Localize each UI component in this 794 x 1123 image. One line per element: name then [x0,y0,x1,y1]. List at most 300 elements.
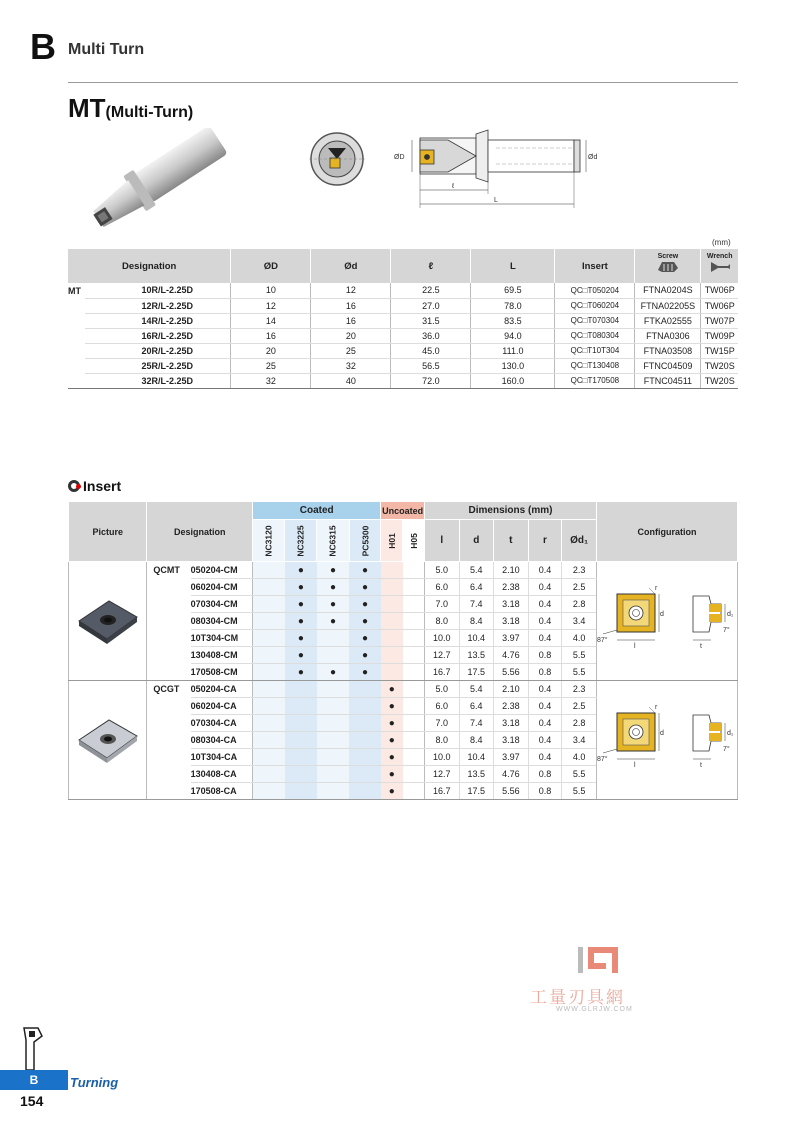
grade-availability [403,613,425,630]
holder-family [68,358,85,373]
th-ins-designation: Designation [147,502,253,562]
insert-dim-d: 17.5 [459,664,494,681]
th-uncoated: Uncoated [381,502,425,520]
grade-availability: ● [349,596,381,613]
holder-screw: FTNA02205S [635,298,701,313]
insert-dim-l: 7.0 [424,715,459,732]
config-label: l [634,643,636,650]
config-label: t [700,643,702,650]
holder-l: 22.5 [391,283,471,298]
holder-L: 130.0 [471,358,555,373]
footer-section-tab: B [0,1070,68,1090]
insert-dim-r: 0.8 [528,783,562,800]
insert-picture-cell [69,681,147,800]
grade-availability [285,783,317,800]
insert-family [147,783,191,800]
insert-dim-d: 10.4 [459,630,494,647]
grade-availability [381,664,403,681]
insert-dim-d: 10.4 [459,749,494,766]
footer-section-label: Turning [70,1075,119,1090]
grade-availability [253,630,285,647]
insert-dim-r: 0.8 [528,766,562,783]
holder-row [68,373,738,388]
insert-family [147,647,191,664]
holder-l: 56.5 [391,358,471,373]
insert-dim-r: 0.4 [528,630,562,647]
insert-section-title [68,478,121,494]
holder-wrench: TW09P [701,328,738,343]
config-label: 87° [597,756,608,763]
th-l: ℓ [391,249,471,283]
holder-screw: FTKA02555 [635,313,701,328]
insert-dim-d1: 2.5 [562,579,597,596]
grade-availability: ● [285,647,317,664]
grade-availability: ● [317,562,349,579]
config-label: l [634,762,636,769]
grade-availability [253,766,285,783]
holder-od: 32 [231,373,311,388]
insert-dim-l: 5.0 [424,562,459,579]
insert-dim-l: 12.7 [424,766,459,783]
th-coated: Coated [253,502,381,520]
grade-availability [317,698,349,715]
insert-family [147,766,191,783]
insert-dim-t: 2.38 [494,579,529,596]
unit-note: (mm) [712,238,731,247]
insert-dim-l: 10.0 [424,749,459,766]
insert-dim-t: 2.10 [494,681,529,698]
grade-availability [403,715,425,732]
grade-availability: ● [381,732,403,749]
holder-row [68,328,738,343]
grade-availability: ● [285,630,317,647]
holder-designation: 25R/L-2.25D [85,358,230,373]
holder-od: 20 [231,343,311,358]
holder-insert: QC□T070304 [555,313,635,328]
insert-family [147,579,191,596]
th-insert: Insert [555,249,635,283]
holder-screw: FTNC04509 [635,358,701,373]
insert-family [147,664,191,681]
grade-availability: ● [349,613,381,630]
bullet-icon [68,480,80,492]
title-main: MT [68,93,106,123]
th-grade-nc6315: NC6315 [317,520,349,562]
grade-availability [253,732,285,749]
grade-availability [317,630,349,647]
config-label: r [655,704,658,711]
holder-l: 72.0 [391,373,471,388]
label-L: L [494,197,498,204]
insert-dim-r: 0.8 [528,647,562,664]
holder-insert: QC□T10T304 [555,343,635,358]
holder-row [68,298,738,313]
holder-family [68,298,85,313]
insert-dim-t: 2.10 [494,562,529,579]
grade-availability [317,732,349,749]
th-L: L [471,249,555,283]
holder-designation: 12R/L-2.25D [85,298,230,313]
section-letter: B [30,26,56,67]
holder-d: 16 [311,298,391,313]
insert-dim-d: 8.4 [459,732,494,749]
watermark-url: WWW.GLRJW.COM [556,1006,633,1013]
holder-insert: QC□T080304 [555,328,635,343]
holder-family [68,313,85,328]
grade-availability [253,715,285,732]
insert-photo [73,714,143,764]
insert-picture-cell [69,562,147,681]
insert-dim-l: 8.0 [424,732,459,749]
insert-code: 170508-CA [191,783,253,800]
insert-configuration-cell [597,562,738,681]
insert-dim-d: 8.4 [459,613,494,630]
holder-designation: 10R/L-2.25D [85,283,230,298]
grade-availability [381,630,403,647]
holder-d: 32 [311,358,391,373]
grade-availability [253,562,285,579]
grade-availability [253,749,285,766]
insert-row [69,681,738,698]
holder-d: 40 [311,373,391,388]
holder-family: MT [68,285,81,296]
insert-dim-d1: 2.8 [562,596,597,613]
th-grade-nc3225: NC3225 [285,520,317,562]
grade-availability: ● [349,647,381,664]
grade-availability [403,783,425,800]
grade-availability: ● [317,664,349,681]
insert-dim-d1: 3.4 [562,732,597,749]
insert-dim-d: 17.5 [459,783,494,800]
holder-family [68,328,85,343]
grade-availability: ● [285,596,317,613]
holder-row [68,343,738,358]
page-number: 154 [20,1093,44,1109]
holder-L: 78.0 [471,298,555,313]
watermark-text: 工量刃具網 [530,988,625,1007]
insert-code: 10T304-CA [191,749,253,766]
holder-table [68,249,738,389]
insert-dim-t: 5.56 [494,783,529,800]
grade-availability [317,647,349,664]
grade-availability: ● [381,783,403,800]
config-label: d₁ [727,730,734,737]
insert-dim-l: 10.0 [424,630,459,647]
holder-insert: QC□T130408 [555,358,635,373]
grade-availability [403,732,425,749]
insert-dim-d1: 5.5 [562,783,597,800]
holder-row [68,283,738,298]
grade-availability: ● [349,562,381,579]
grade-availability [381,562,403,579]
holder-wrench: TW07P [701,313,738,328]
grade-availability [403,630,425,647]
insert-photo [73,595,143,645]
title-sub: (Multi-Turn) [105,104,194,121]
holder-L: 94.0 [471,328,555,343]
insert-family [147,613,191,630]
holder-d: 12 [311,283,391,298]
grade-availability [349,698,381,715]
insert-dim-d: 5.4 [459,562,494,579]
grade-availability [253,698,285,715]
insert-dim-t: 2.38 [494,698,529,715]
config-label: t [700,762,702,769]
th-picture: Picture [69,502,147,562]
holder-l: 45.0 [391,343,471,358]
insert-dim-t: 3.18 [494,596,529,613]
grade-availability [403,664,425,681]
insert-dim-d: 5.4 [459,681,494,698]
insert-dim-d: 7.4 [459,715,494,732]
screw-icon [656,260,680,274]
insert-dim-d: 6.4 [459,579,494,596]
grade-availability [349,732,381,749]
grade-availability: ● [349,664,381,681]
holder-insert: QC□T170508 [555,373,635,388]
insert-table [68,501,738,800]
grade-availability [403,596,425,613]
label-od: ØD [394,154,405,161]
insert-dim-r: 0.4 [528,732,562,749]
label-d: Ød [588,154,598,161]
grade-availability: ● [381,698,403,715]
insert-code: 050204-CA [191,681,253,698]
grade-availability [317,681,349,698]
insert-dim-r: 0.4 [528,562,562,579]
insert-dim-t: 4.76 [494,647,529,664]
holder-od: 10 [231,283,311,298]
insert-dim-d1: 3.4 [562,613,597,630]
insert-code: 080304-CM [191,613,253,630]
grade-availability [349,766,381,783]
insert-dim-d: 7.4 [459,596,494,613]
holder-side-drawing [392,128,602,212]
holder-d: 25 [311,343,391,358]
grade-availability [403,749,425,766]
insert-dim-t: 3.97 [494,630,529,647]
grade-availability [253,579,285,596]
holder-designation: 14R/L-2.25D [85,313,230,328]
insert-dim-d: 13.5 [459,766,494,783]
grade-availability [381,613,403,630]
holder-screw: FTNA0306 [635,328,701,343]
grade-availability [349,681,381,698]
config-label: d [660,611,664,618]
insert-dim-r: 0.4 [528,613,562,630]
grade-availability [253,647,285,664]
insert-dim-r: 0.4 [528,579,562,596]
holder-screw: FTNC04511 [635,373,701,388]
th-grade-pc5300: PC5300 [349,520,381,562]
header-divider [68,82,738,83]
holder-wrench: TW15P [701,343,738,358]
insert-dim-r: 0.4 [528,681,562,698]
th-grade-h01: H01 [381,520,403,562]
grade-availability [285,766,317,783]
insert-dim-d1: 2.5 [562,698,597,715]
insert-family [147,698,191,715]
insert-code: 10T304-CM [191,630,253,647]
holder-screw: FTNA03508 [635,343,701,358]
grade-availability [253,596,285,613]
holder-photo [80,128,230,238]
insert-dim-d: 6.4 [459,698,494,715]
grade-availability [253,783,285,800]
insert-dim-l: 16.7 [424,783,459,800]
grade-availability: ● [317,579,349,596]
insert-dim-d1: 5.5 [562,664,597,681]
holder-family [68,373,85,388]
grade-availability: ● [381,766,403,783]
insert-dim-t: 3.18 [494,732,529,749]
grade-availability [403,698,425,715]
insert-dim-t: 5.56 [494,664,529,681]
holder-designation: 32R/L-2.25D [85,373,230,388]
holder-od: 25 [231,358,311,373]
grade-availability [403,579,425,596]
insert-dim-l: 6.0 [424,698,459,715]
grade-availability [349,783,381,800]
insert-code: 050204-CM [191,562,253,579]
insert-dim-d1: 4.0 [562,749,597,766]
th-designation: Designation [68,249,231,283]
grade-availability [285,749,317,766]
grade-availability [285,681,317,698]
config-label: 7° [723,746,730,753]
holder-table-header [68,249,738,283]
holder-insert: QC□T050204 [555,283,635,298]
grade-availability: ● [381,715,403,732]
th-screw-label: Screw [657,253,679,260]
config-label: d [660,730,664,737]
grade-availability [349,715,381,732]
insert-dim-r: 0.8 [528,664,562,681]
grade-availability [403,647,425,664]
insert-dim-d1: 5.5 [562,647,597,664]
grade-availability: ● [317,596,349,613]
grade-availability: ● [285,562,317,579]
insert-family: QCGT [153,684,180,695]
insert-family [147,749,191,766]
grade-availability [349,749,381,766]
grade-availability [253,664,285,681]
th-dim-t: t [494,520,529,562]
insert-configuration-drawing [597,703,737,775]
watermark-logo [574,945,622,977]
insert-dim-t: 4.76 [494,766,529,783]
holder-wrench: TW20S [701,358,738,373]
th-wrench-label: Wrench [706,253,733,260]
insert-dim-l: 7.0 [424,596,459,613]
grade-availability: ● [381,681,403,698]
turning-tool-icon [20,1026,46,1072]
insert-code: 170508-CM [191,664,253,681]
label-l: ℓ [452,183,455,190]
section-title: Multi Turn [68,41,145,58]
config-label: d₁ [727,611,734,618]
holder-d: 16 [311,313,391,328]
th-configuration: Configuration [597,502,738,562]
holder-wrench: TW20S [701,373,738,388]
th-screw [635,249,701,283]
holder-insert: QC□T060204 [555,298,635,313]
holder-od: 14 [231,313,311,328]
holder-row [68,358,738,373]
th-wrench [701,249,738,283]
holder-family [68,343,85,358]
holder-l: 36.0 [391,328,471,343]
th-od: ØD [231,249,311,283]
holder-L: 69.5 [471,283,555,298]
grade-availability: ● [285,664,317,681]
holder-L: 160.0 [471,373,555,388]
insert-dim-t: 3.18 [494,613,529,630]
holder-l: 31.5 [391,313,471,328]
insert-code: 130408-CA [191,766,253,783]
holder-l: 27.0 [391,298,471,313]
holder-od: 16 [231,328,311,343]
holder-wrench: TW06P [701,298,738,313]
insert-code: 130408-CM [191,647,253,664]
insert-dim-t: 3.18 [494,715,529,732]
grade-availability: ● [317,613,349,630]
insert-code: 060204-CM [191,579,253,596]
grade-availability [381,647,403,664]
holder-od: 12 [231,298,311,313]
insert-code: 070304-CM [191,596,253,613]
insert-dim-d1: 4.0 [562,630,597,647]
grade-availability [317,749,349,766]
insert-family [147,732,191,749]
grade-availability: ● [285,579,317,596]
insert-code: 080304-CA [191,732,253,749]
grade-availability [317,783,349,800]
grade-availability [253,681,285,698]
insert-dim-l: 5.0 [424,681,459,698]
insert-family: QCMT [153,565,180,576]
insert-dim-l: 12.7 [424,647,459,664]
grade-availability [317,715,349,732]
holder-designation: 20R/L-2.25D [85,343,230,358]
th-grade-h05: H05 [403,520,425,562]
holder-L: 111.0 [471,343,555,358]
grade-availability [403,681,425,698]
grade-availability [403,766,425,783]
insert-configuration-cell [597,681,738,800]
config-label: 87° [597,637,608,644]
grade-availability [285,715,317,732]
holder-designation: 16R/L-2.25D [85,328,230,343]
insert-family [147,630,191,647]
grade-availability: ● [349,630,381,647]
page-title [68,93,193,124]
wrench-icon [708,260,732,274]
grade-availability [317,766,349,783]
grade-availability: ● [349,579,381,596]
insert-configuration-drawing [597,584,737,656]
holder-row [68,313,738,328]
config-label: r [655,585,658,592]
insert-dim-r: 0.4 [528,715,562,732]
insert-dim-r: 0.4 [528,596,562,613]
insert-dim-d1: 2.3 [562,562,597,579]
insert-row [69,562,738,579]
insert-code: 070304-CA [191,715,253,732]
th-dim-r: r [528,520,562,562]
insert-dim-r: 0.4 [528,698,562,715]
insert-code: 060204-CA [191,698,253,715]
